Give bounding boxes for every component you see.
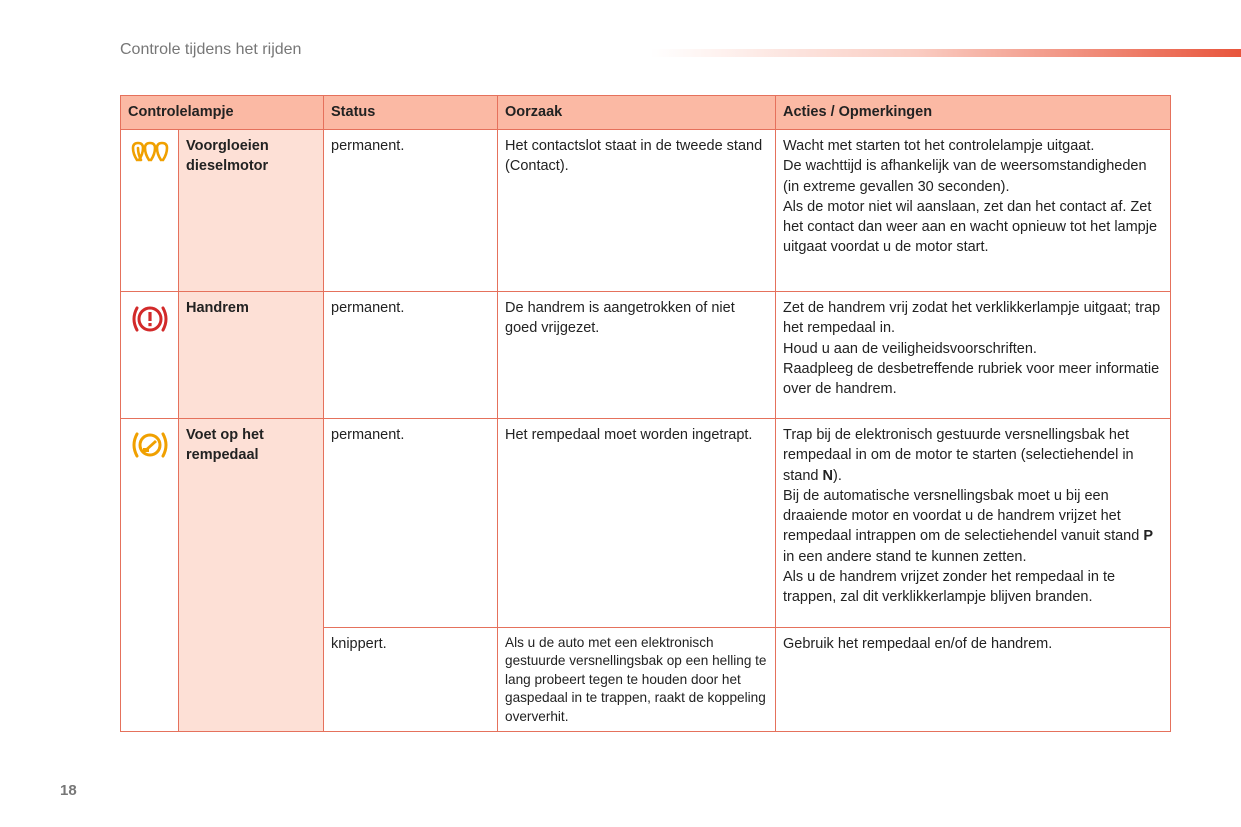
icon-cell <box>121 419 179 732</box>
warning-lights-table <box>120 95 1171 732</box>
action-line: De wachttijd is afhankelijk van de weersomstandigheden (in extreme gevallen 30 seconden). <box>783 158 1147 195</box>
action-line: Wacht met starten tot het controlelampje uitgaat. <box>783 138 1095 154</box>
status-cell: permanent. <box>324 419 498 628</box>
cause-cell: Het contactslot staat in de tweede stand (Contact). <box>498 130 776 292</box>
action-line: Bij de automatische versnellingsbak moet u bij een draaiende motor en voordat u de handrem vrijzet het rempedaal intrappen om de selectiehendel vanuit stand P in een andere stand te kunnen zetten. <box>783 487 1154 565</box>
action-line: Als u de handrem vrijzet zonder het rempedaal in te trappen, zal dit verklikkerlampje blijven branden. <box>783 569 1116 606</box>
action-line: Als de motor niet wil aanslaan, zet dan het contact af. Zet het contact dan weer aan en wacht opnieuw tot het lampje uitgaat voordat u de motor start. <box>783 198 1158 256</box>
column-header-acties: Acties / Opmerkingen <box>776 96 1171 130</box>
cause-cell: Als u de auto met een elektronisch gestuurde versnellingsbak op een helling te lang probeert tegen te houden door het gaspedaal in te trappen, raakt de koppeling oververhit. <box>498 628 776 732</box>
gear-position-p: P <box>1143 528 1154 545</box>
table-row <box>121 292 1171 419</box>
cause-cell: Het rempedaal moet worden ingetrapt. <box>498 419 776 628</box>
column-header-oorzaak: Oorzaak <box>498 96 776 130</box>
foot-on-brake-icon <box>129 429 171 461</box>
page-title: Controle tijdens het rijden <box>120 41 302 58</box>
action-line: Zet de handrem vrij zodat het verklikkerlampje uitgaat; trap het rempedaal in. <box>783 300 1161 337</box>
parking-brake-icon <box>129 302 171 336</box>
actions-cell <box>776 130 1171 292</box>
table-header-row <box>121 96 1171 130</box>
column-header-status: Status <box>324 96 498 130</box>
light-name: Voorgloeien dieselmotor <box>179 130 324 292</box>
table-row <box>121 419 1171 628</box>
actions-cell: Gebruik het rempedaal en/of de handrem. <box>776 628 1171 732</box>
glow-plug-icon <box>130 140 170 166</box>
light-name: Voet op het rempedaal <box>179 419 324 732</box>
table-row <box>121 130 1171 292</box>
gear-position-n: N <box>822 467 833 484</box>
cause-cell: De handrem is aangetrokken of niet goed vrijgezet. <box>498 292 776 419</box>
status-cell: knippert. <box>324 628 498 732</box>
header-decorative-bar <box>650 49 1241 57</box>
page-number: 18 <box>60 782 77 799</box>
action-line: Raadpleeg de desbetreffende rubriek voor meer informatie over de handrem. <box>783 360 1160 398</box>
icon-cell <box>121 130 179 292</box>
actions-cell <box>776 419 1171 628</box>
action-line: Trap bij de elektronisch gestuurde versnellingsbak het rempedaal in om de motor te starten (selectiehendel in stand N). <box>783 427 1134 484</box>
status-cell: permanent. <box>324 292 498 419</box>
column-header-controlelampje: Controlelampje <box>121 96 324 130</box>
action-line: Houd u aan de veiligheidsvoorschriften. <box>783 340 1037 357</box>
actions-cell <box>776 292 1171 419</box>
icon-cell <box>121 292 179 419</box>
light-name: Handrem <box>179 292 324 419</box>
status-cell: permanent. <box>324 130 498 292</box>
